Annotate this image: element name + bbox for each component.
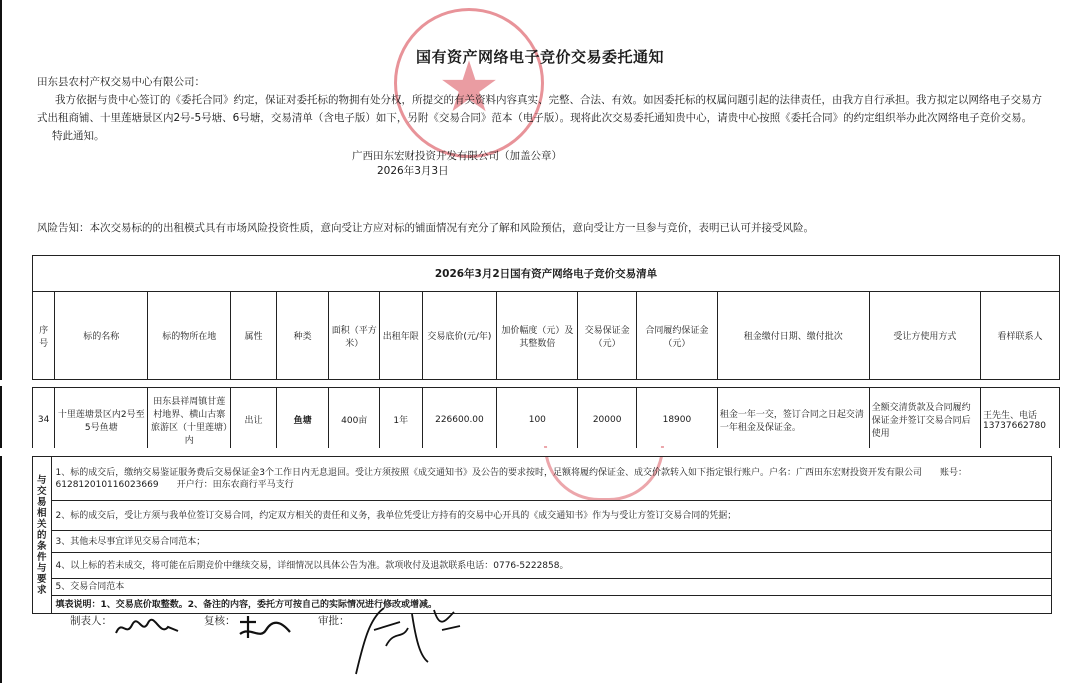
table-header-row [33, 292, 1060, 380]
condition-item: 2、标的成交后，受让方须与我单位签订交易合同，约定双方相关的责任和义务，我单位凭受让方持有的交易中心开具的《成交通知书》作为与受让方签订交易合同的凭据； [51, 501, 1051, 531]
cell-type: 鱼塘 [276, 388, 329, 452]
cell-performance-bond: 18900 [636, 388, 717, 452]
cell-area: 400亩 [329, 388, 380, 452]
header-cell: 看样联系人 [980, 292, 1059, 380]
addressee: 田东县农村产权交易中心有限公司： [37, 76, 205, 88]
cell-contact: 王先生、电话13737662780 [980, 388, 1059, 452]
cell-item-name: 十里莲塘景区内2号至5号鱼塘 [55, 388, 148, 452]
label-char: 要 [37, 573, 47, 585]
label-char: 与 [37, 562, 47, 574]
condition-item: 4、以上标的若未成交，将可能在后期竞价中继续交易，详细情况以具体公告为准。款项收付及退款联系电话：0776-5222858。 [51, 553, 1051, 579]
notice-closing: 特此通知。 [52, 130, 105, 142]
header-cell: 受让方使用方式 [869, 292, 980, 380]
header-cell: 出租年限 [380, 292, 422, 380]
header-cell: 加价幅度（元）及其整数倍 [497, 292, 578, 380]
label-char: 条 [37, 540, 47, 552]
table-row [33, 388, 1060, 452]
document-title: 国有资产网络电子竞价交易委托通知 [415, 48, 664, 66]
seal-star-icon: ★ [437, 46, 501, 128]
header-cell: 属性 [231, 292, 277, 380]
label-char: 关 [37, 518, 47, 530]
notice-body: 我方依据与贵中心签订的《委托合同》约定，保证对委托标的物拥有处分权，所提交的有关资料内容真实、完整、合法、有效。如因委托标的权属问题引起的法律责任，由我方自行承担。我方拟定以网络电子交易方式出租商铺、十里莲塘景区内2号-5号塘、6号塘，交易清单（含电子版）如下，另附《交易合同》范本（电子版）。现将此次交易委托通知贵中心，请贵中心按照《委托合同》的约定组织举办此次网络电子竞价交易。 [37, 94, 1042, 124]
maker-signature [112, 615, 182, 641]
header-cell: 标的名称 [55, 292, 148, 380]
label-char: 易 [37, 496, 47, 508]
cell-increment: 100 [497, 388, 578, 452]
scan-gap [0, 380, 1080, 386]
cell-rent-payment: 租金一年一交，签订合同之日起交清一年租金及保证金。 [717, 388, 869, 452]
conditions-label [33, 457, 52, 614]
label-char: 的 [37, 529, 47, 541]
header-cell: 种类 [276, 292, 329, 380]
label-char: 相 [37, 507, 47, 519]
header-cell: 交易保证金（元） [578, 292, 637, 380]
cell-location: 田东县祥周镇甘莲村地界、横山古寨旅游区（十里莲塘）内 [148, 388, 231, 452]
risk-notice: 风险告知：本次交易标的的出租模式具有市场风险投资性质，意向受让方应对标的铺面情况有充分了解和风险预估，意向受让方一旦参与竞价，表明已认可并接受风险。 [37, 222, 814, 234]
conditions-table [32, 456, 1052, 614]
cell-usage: 全额交清货款及合同履约保证金并签订交易合同后使用 [869, 388, 980, 452]
listing-table [32, 255, 1060, 452]
cell-lease-term: 1年 [380, 388, 422, 452]
approver-signature [350, 600, 470, 680]
label-char: 交 [37, 485, 47, 497]
label-char: 件 [37, 551, 47, 563]
page-border [0, 0, 2, 683]
listing-title: 2026年3月2日国有资产网络电子竞价交易清单 [33, 256, 1060, 292]
condition-item: 3、其他未尽事宜详见交易合同范本； [51, 531, 1051, 553]
header-cell: 标的物所在地 [148, 292, 231, 380]
issue-date: 2026年3月3日 [377, 165, 449, 177]
header-cell: 序号 [33, 292, 55, 380]
condition-item: 1、标的成交后，缴纳交易鉴证服务费后交易保证金3个工作日内无息退回。受让方须按照《成交通知书》及公告的要求按时，足额将履约保证金、成交价款转入如下指定银行账户。户名：广西田东宏财投资开发有限公司 账号：612812010116023669 开户行：田东农商行平马支行 [51, 457, 1051, 501]
reviewer-label: 复核： [204, 615, 236, 627]
fill-instructions: 填表说明：1、交易底价取整数。2、备注的内容，委托方可按自己的实际情况进行修改或增减。 [51, 596, 1051, 614]
condition-item: 5、交易合同范本 [51, 579, 1051, 596]
maker-label: 制表人： [70, 615, 112, 627]
cell-index: 34 [33, 388, 55, 452]
label-char: 求 [37, 584, 47, 596]
scan-gap [0, 448, 1080, 456]
header-cell: 合同履约保证金（元） [636, 292, 717, 380]
header-cell: 交易底价(元/年) [422, 292, 497, 380]
header-cell: 面积（平方米） [329, 292, 380, 380]
cell-deposit: 20000 [578, 388, 637, 452]
header-cell: 租金缴付日期、缴付批次 [717, 292, 869, 380]
reviewer-signature [236, 612, 296, 644]
label-char: 与 [37, 474, 47, 486]
cell-base-price: 226600.00 [422, 388, 497, 452]
approver-label: 审批： [318, 615, 350, 627]
issuer-company: 广西田东宏财投资开发有限公司（加盖公章） [352, 150, 562, 162]
cell-attribute: 出让 [231, 388, 277, 452]
